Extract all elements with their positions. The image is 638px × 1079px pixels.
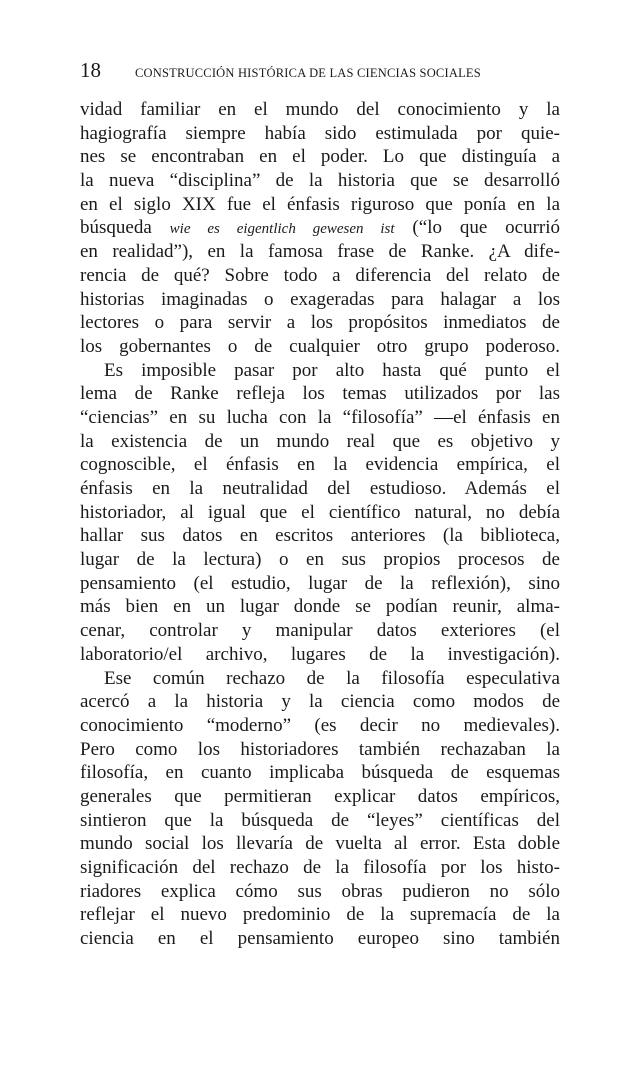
text-line: historiador, al igual que el científico natural, no debía xyxy=(80,501,560,523)
text-line: ciencia en el pensamiento europeo sino también xyxy=(80,928,560,950)
text-line: significación del rechazo de la filosofía por los histo- xyxy=(80,857,560,878)
text-line: sintieron que la búsqueda de “leyes” científicas del xyxy=(80,809,560,831)
text-line: cenar, controlar y manipular datos exteriores (el xyxy=(80,620,560,642)
text-line: cognoscible, el énfasis en la evidencia empírica, el xyxy=(80,454,560,476)
running-head xyxy=(80,58,560,88)
text-line: lema de Ranke refleja los temas utilizados por las xyxy=(80,383,560,405)
text-line: laboratorio/el archivo, lugares de la investigación). xyxy=(80,643,560,665)
text-line: lugar de la lectura) o en sus propios procesos de xyxy=(80,549,560,571)
text-line: énfasis en la neutralidad del estudioso. Además el xyxy=(80,478,560,499)
body-text xyxy=(80,98,560,951)
text-line: en realidad”), en la famosa frase de Ranke. ¿A dife- xyxy=(80,241,560,263)
running-title: CONSTRUCCIÓN HISTÓRICA DE LAS CIENCIAS SOCIALES xyxy=(135,66,481,80)
book-page xyxy=(80,58,560,951)
text-line: rencia de qué? Sobre todo a diferencia del relato de xyxy=(80,264,560,286)
text-line: nes se encontraban en el poder. Lo que distinguía a xyxy=(80,146,560,168)
text-line: búsqueda wie es eigentlich gewesen ist (“lo que ocurrió xyxy=(80,217,560,239)
text-line: Ese común rechazo de la filosofía especulativa xyxy=(104,667,560,689)
text-line: lectores o para servir a los propósitos inmediatos de xyxy=(80,312,560,334)
text-line: filosofía, en cuanto implicaba búsqueda de esquemas xyxy=(80,762,560,784)
text-line: acercó a la historia y la ciencia como modos de xyxy=(80,691,560,713)
text-line: la nueva “disciplina” de la historia que se desarrolló xyxy=(80,170,560,192)
page-number: 18 xyxy=(80,58,101,82)
text-line: Es imposible pasar por alto hasta qué punto el xyxy=(104,359,560,381)
text-line: riadores explica cómo sus obras pudieron no sólo xyxy=(80,880,560,902)
text-line: los gobernantes o de cualquier otro grupo poderoso. xyxy=(80,335,560,357)
text-line: vidad familiar en el mundo del conocimiento y la xyxy=(80,99,560,120)
text-line: reflejar el nuevo predominio de la supremacía de la xyxy=(80,904,560,926)
text-line: pensamiento (el estudio, lugar de la reflexión), sino xyxy=(80,572,560,594)
text-line: mundo social los llevaría de vuelta al error. Esta doble xyxy=(80,833,560,855)
text-line: Pero como los historiadores también rechazaban la xyxy=(80,738,560,760)
text-line: hallar sus datos en escritos anteriores (la biblioteca, xyxy=(80,525,560,547)
text-line: la existencia de un mundo real que es objetivo y xyxy=(80,430,560,452)
text-line: en el siglo XIX fue el énfasis riguroso que ponía en la xyxy=(80,193,560,215)
text-line: hagiografía siempre había sido estimulada por quie- xyxy=(80,122,560,144)
text-line: historias imaginadas o exageradas para halagar a los xyxy=(80,288,560,310)
text-line: conocimiento “moderno” (es decir no medievales). xyxy=(80,714,560,736)
text-line: generales que permitieran explicar datos empíricos, xyxy=(80,785,560,807)
text-line: más bien en un lugar donde se podían reunir, alma- xyxy=(80,596,560,618)
text-line: “ciencias” en su lucha con la “filosofía” —el énfasis en xyxy=(80,406,560,428)
